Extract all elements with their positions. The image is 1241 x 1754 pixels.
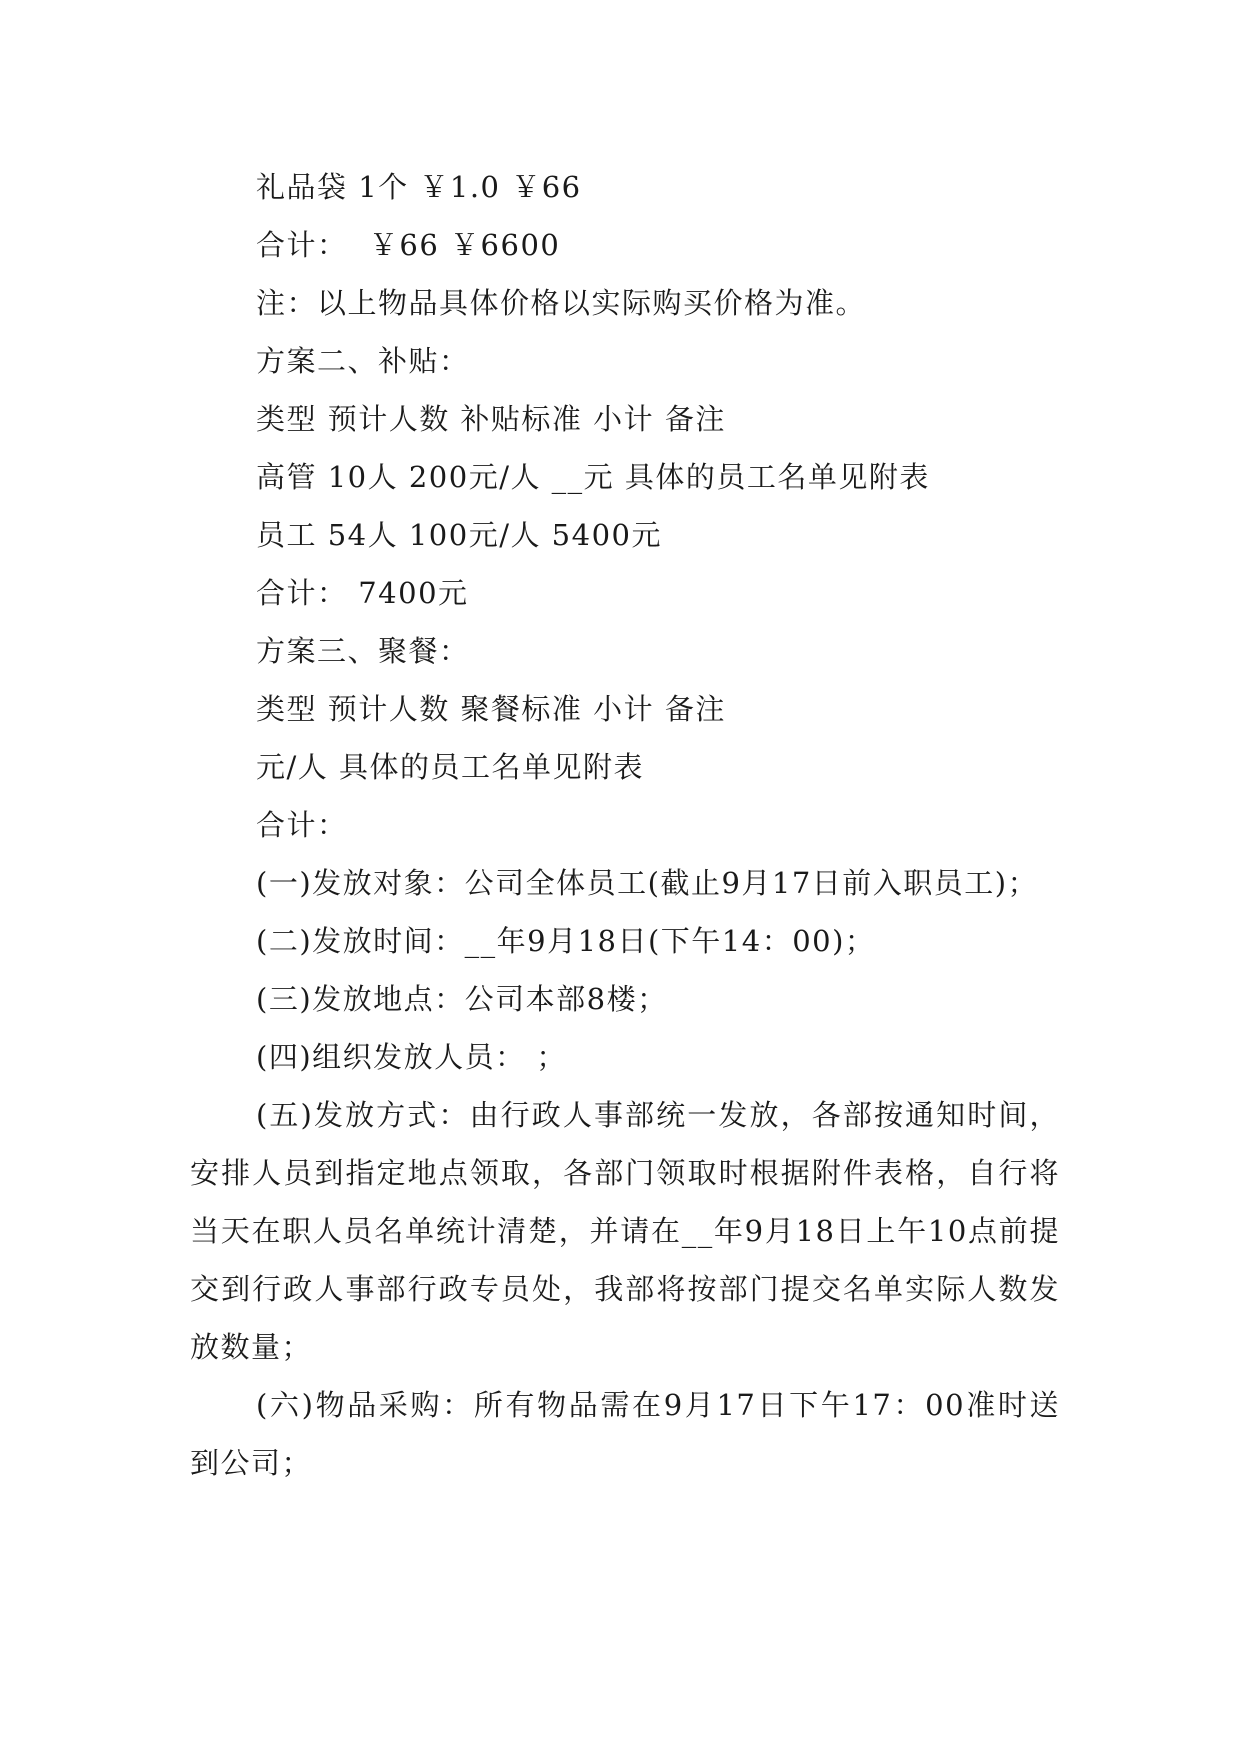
total-line-plan1: 合计： ￥66 ￥6600 [256,228,561,262]
section-recipients: (一)发放对象：公司全体员工(截止9月17日前入职员工)； [256,866,1039,900]
plan2-header-row: 类型 预计人数 补贴标准 小计 备注 [256,402,726,436]
section-method: (五)发放方式：由行政人事部统一发放，各部按通知时间，安排人员到指定地点领取，各部门领取时根据附件表格，自行将当天在职人员名单统计清楚，并请在__年9月18日上午10点前提交到行政人事部行政专员处，我部将按部门提交名单实际人数发放数量； [190,1098,1060,1364]
gift-bag-line: 礼品袋 1个 ￥1.0 ￥66 [256,170,582,204]
section-time: (二)发放时间：__年9月18日(下午14：00)； [256,924,876,958]
plan2-heading: 方案二、补贴： [256,344,470,378]
section-procurement: (六)物品采购：所有物品需在9月17日下午17：00准时送到公司； [190,1388,1060,1480]
document-body [190,158,1060,1492]
plan3-header-row: 类型 预计人数 聚餐标准 小计 备注 [256,692,726,726]
plan2-row-executives: 高管 10人 200元/人 __元 具体的员工名单见附表 [256,460,930,494]
price-note: 注：以上物品具体价格以实际购买价格为准。 [256,286,867,320]
plan3-heading: 方案三、聚餐： [256,634,470,668]
plan2-row-employees: 员工 54人 100元/人 5400元 [256,518,662,552]
section-location: (三)发放地点：公司本部8楼； [256,982,668,1016]
plan3-row: 元/人 具体的员工名单见附表 [256,750,644,784]
plan3-total: 合计： [256,808,348,842]
plan2-total: 合计： 7400元 [256,576,469,610]
section-staff: (四)组织发放人员： ； [256,1040,567,1074]
